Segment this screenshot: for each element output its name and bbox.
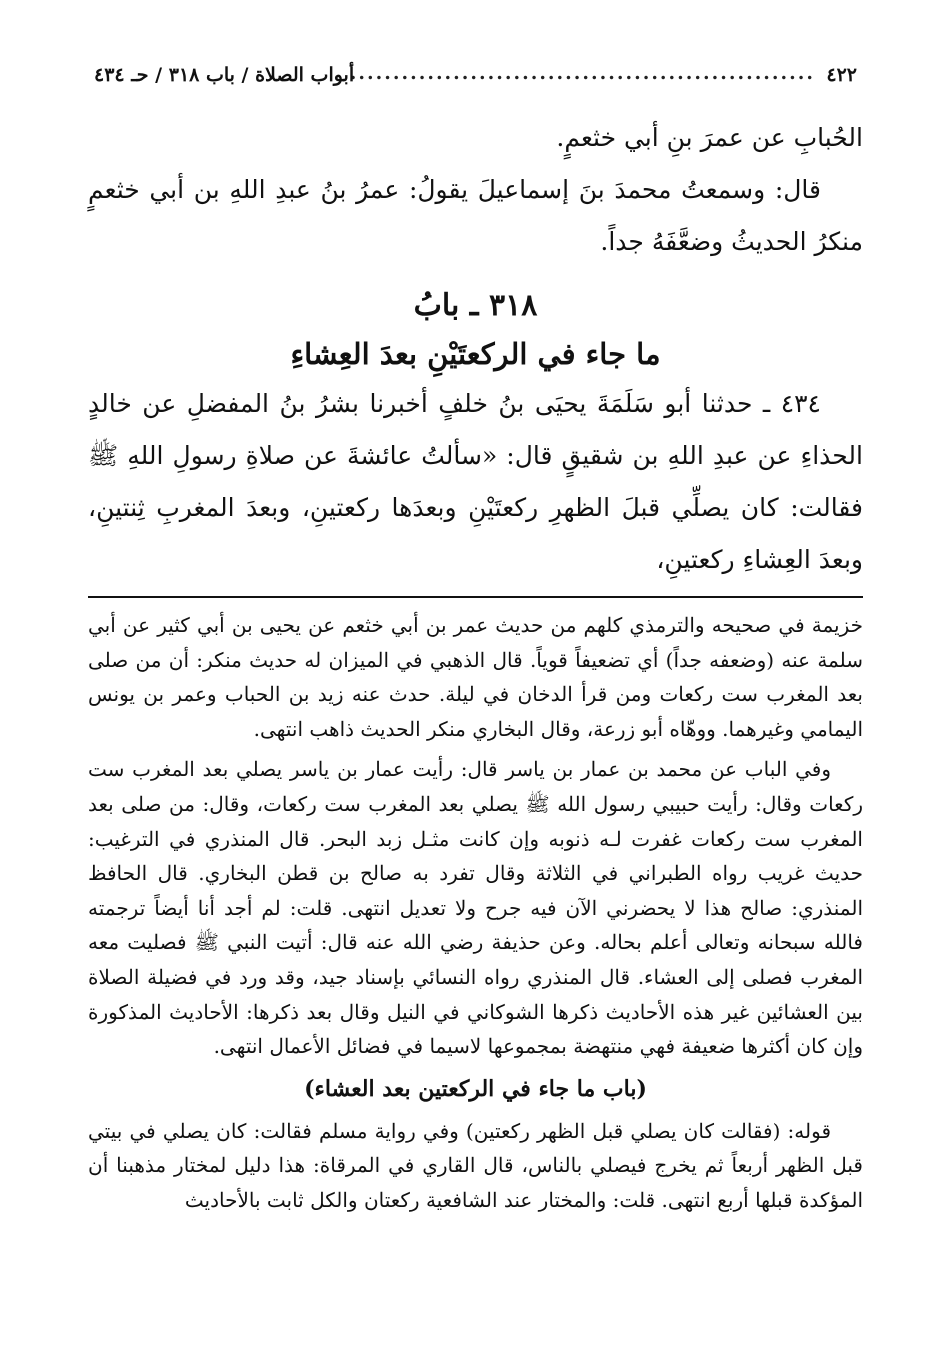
note-paragraph-1: خزيمة في صحيحه والترمذي كلهم من حديث عمر بن أبي خثعم عن يحيى بن أبي كثير عن أبي سلمة عنه (وضعفه جداً) أي تضعيفاً قوياً. قال الذهبي في الميزان له حديث منكر: أن من صلى بعد المغرب ست ركعات ومن قرأ الدخان في ليلة. حدث عنه زيد بن الحباب وعمر بن يونس اليمامي وغيرهما. ووهّاه أبو زرعة، وقال البخاري منكر الحديث ذاهب انتهى. (88, 613, 863, 741)
running-title: أبواب الصلاة / باب ٣١٨ / حـ ٤٣٤ (94, 64, 355, 86)
chapter-heading (88, 282, 863, 378)
running-header (88, 60, 863, 90)
main-paragraph-comment: قال: وسمعتُ محمدَ بنَ إسماعيلَ يقولُ: عمرُ بنُ عبدِ اللهِ بن أبي خثعمٍ منكرُ الحديثُ وضعَّفَهُ جداً. (88, 175, 863, 256)
commentary-notes (88, 608, 863, 1218)
note-paragraph-2: وفي الباب عن محمد بن عمار بن ياسر قال: رأيت عمار بن ياسر يصلي بعد المغرب ست ركعات وقال: رأيت حبيبي رسول الله ﷺ يصلي بعد المغرب ست ركعات، وقال: من صلى بعد المغرب ست ركعات غفرت لـه ذنوبه وإن كانت مثـل زبد البحر. قال المنذري في الترغيب: حديث غريب رواه الطبراني في الثلاثة وقال تفرد به صالح بن قطن البخاري. قال الحافظ المنذري: صالح هذا لا يحضرني الآن فيه جرح ولا تعديل انتهى. قلت: لم أجد أنا أيضاً ترجمته فالله سبحانه وتعالى أعلم بحاله. وعن حذيفة رضي الله عنه قال: أتيت النبي ﷺ فصليت معه المغرب فصلى إلى العشاء. قال المنذري رواه النسائي بإسناد جيد، وقد ورد في فضيلة الصلاة بين العشائين غير هذه الأحاديث ذكرها الشوكاني في النيل وقال بعد ذكرها: الأحاديث المذكورة وإن كان أكثرها ضعيفة فهي منتهضة بمجموعها لاسيما في فضائل الأعمال انتهى. (88, 757, 864, 1059)
footnote-divider (88, 596, 863, 598)
document-page (88, 60, 863, 1218)
note-section-heading: (باب ما جاء في الركعتين بعد العشاء) (304, 1075, 647, 1102)
page-number: ٤٢٢ (826, 64, 857, 86)
main-paragraph-continuation: الحُبابِ عن عمرَ بنِ أبي خثعمٍ. (556, 123, 863, 152)
chapter-number: ٣١٨ ـ بابُ (413, 288, 538, 323)
hadith-text: ٤٣٤ ـ حدثنا أبو سَلَمَةَ يحيَى بنُ خلفٍ أخبرنا بشرُ بنُ المفضلِ عن خالدٍ الحذاءِ عن عبدِ اللهِ بن شقيقٍ قال: «سألتُ عائشةَ عن صلاةِ رسولِ اللهِ ﷺ فقالت: كان يصلِّي قبلَ الظهرِ ركعتَيْنِ وبعدَها ركعتينِ، وبعدَ المغربِ ثِنتينِ، وبعدَ العِشاءِ ركعتينِ، (88, 389, 863, 574)
note-paragraph-3: قوله: (فقالت كان يصلي قبل الظهر ركعتين) وفي رواية مسلم فقالت: كان يصلي في بيتي قبل الظهر أربعاً ثم يخرج فيصلي بالناس، قال القاري في المرقاة: هذا دليل لمختار مذهبنا أن المؤكدة قبلها أربع انتهى. قلت: والمختار عند الشافعية ركعتان والكل ثابت بالأحاديث (88, 1118, 863, 1212)
chapter-title: ما جاء في الركعتَيْنِ بعدَ العِشاءِ (290, 337, 661, 371)
main-text (88, 112, 863, 586)
header-leader-dots: ...................................................... (349, 62, 815, 84)
